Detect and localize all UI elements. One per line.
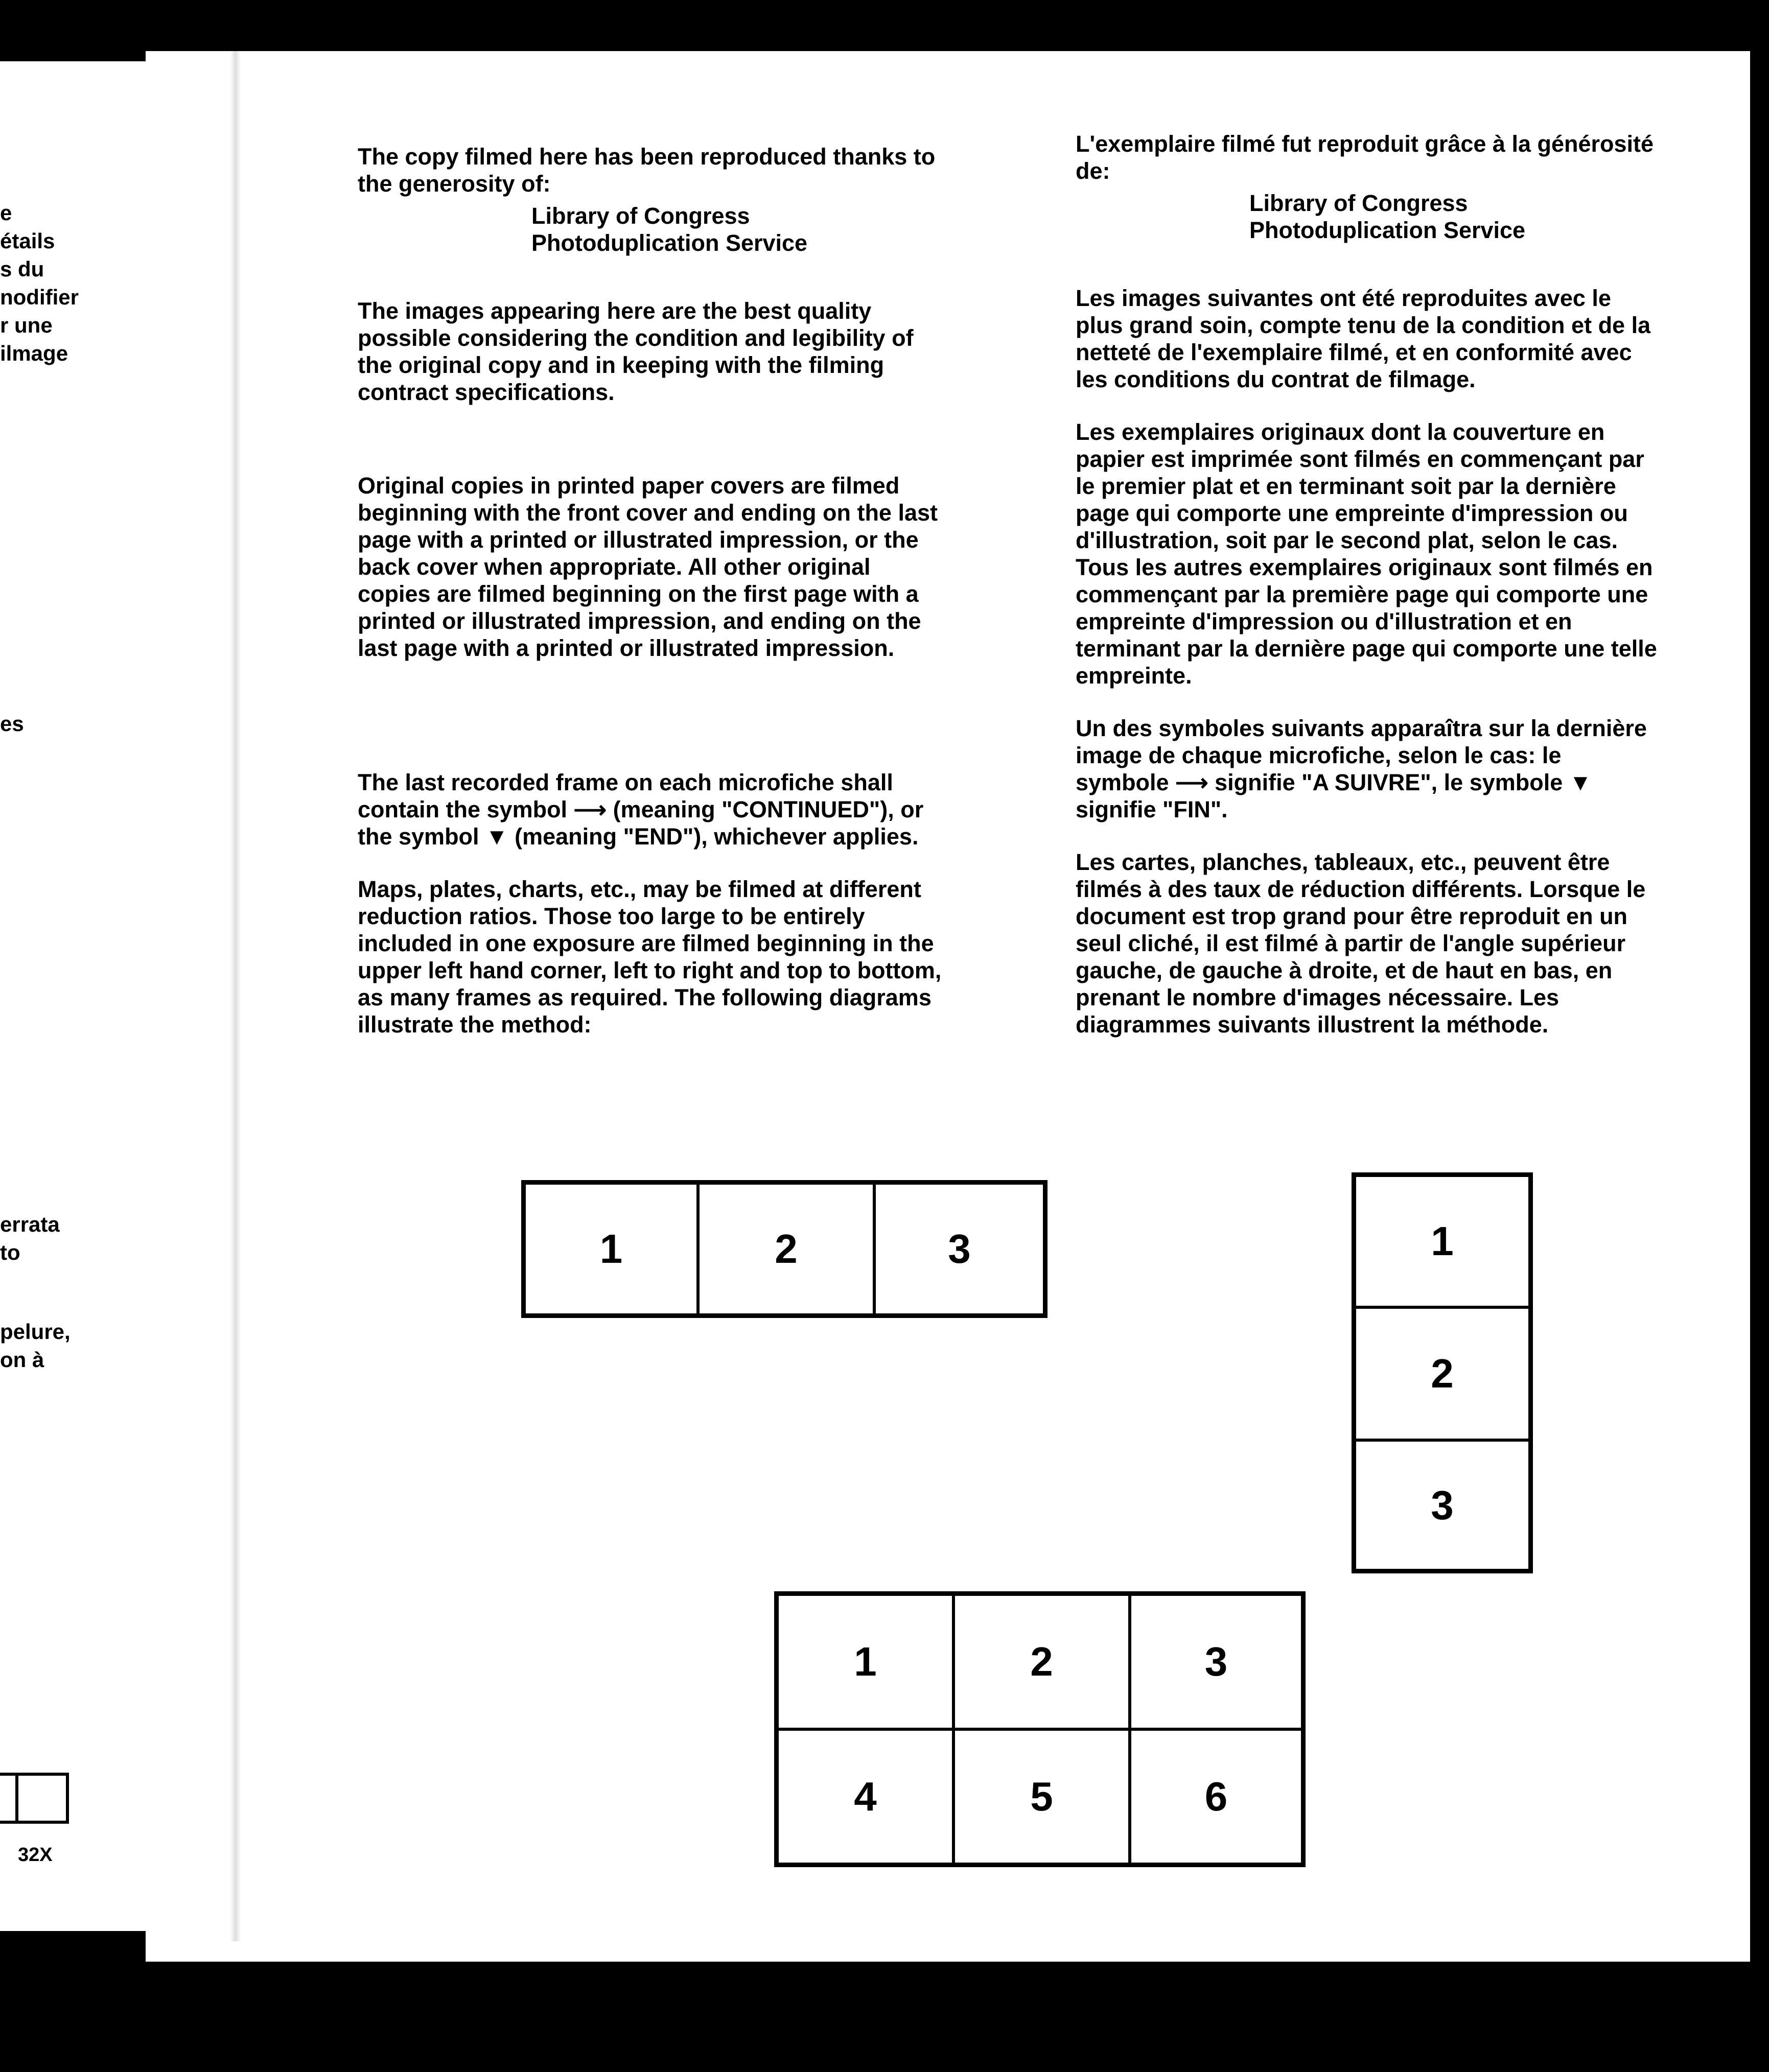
french-library-name: Library of Congress	[1249, 190, 1468, 216]
french-column	[1076, 130, 1658, 1038]
fragment-text: es	[0, 712, 24, 736]
french-paragraph-symbols: Un des symboles suivants apparaîtra sur la dernière image de chaque microfiche, selon le cas: le symbole ⟶ signifie "A SUIVRE", le symbole ▼ signifie "FIN".	[1076, 715, 1647, 822]
scale-label: 32X	[18, 1844, 53, 1866]
film-border	[0, 2008, 1769, 2072]
french-library-service: Photoduplication Service	[1249, 217, 1526, 243]
english-intro: The copy filmed here has been reproduced thanks to the generosity of:	[358, 144, 936, 197]
grid-frame-diagram	[774, 1591, 1306, 1867]
frame-cell: 1	[777, 1594, 953, 1729]
fragment-text: ilmage	[0, 341, 68, 365]
fragment-text: errata	[0, 1212, 60, 1236]
frame-cell: 3	[874, 1183, 1044, 1315]
frame-cell: 5	[953, 1729, 1130, 1864]
french-paragraph-covers: Les exemplaires originaux dont la couverture en papier est imprimée sont filmés en commençant par le premier plat et en terminant soit par la dernière page qui comporte une empreinte d'impression ou d'illustration, soit par le second plat, selon le cas. Tous les autres exemplaires originaux sont filmés en commençant par la première page qui comporte une empreinte d'impression ou d'illustration et en terminant par la dernière page qui comporte une telle empreinte.	[1076, 419, 1657, 689]
horizontal-frame-diagram	[521, 1180, 1048, 1318]
english-paragraph-symbols: The last recorded frame on each microfiche shall contain the symbol ⟶ (meaning "CONTINUED"), or the symbol ▼ (meaning "END"), whichever applies.	[358, 769, 924, 850]
english-library-service: Photoduplication Service	[531, 230, 808, 256]
resolution-target-box	[0, 1773, 69, 1824]
french-paragraph-maps: Les cartes, planches, tableaux, etc., peuvent être filmés à des taux de réduction différents. Lorsque le document est trop grand pour être reproduit en un seul cliché, il est filmé à partir de l'angle supérieur gauche, de gauche à droite, et de haut en bas, en prenant le nombre d'images nécessaire. Les diagrammes suivants illustrent la méthode.	[1076, 849, 1646, 1038]
page-fold	[230, 51, 241, 1941]
fragment-text: e	[0, 201, 12, 225]
fragment-text: étails	[0, 229, 55, 253]
frame-cell: 3	[1130, 1594, 1302, 1729]
frame-cell: 1	[1355, 1175, 1530, 1307]
fragment-text: pelure,	[0, 1320, 71, 1344]
frame-cell: 2	[1355, 1307, 1530, 1440]
vertical-frame-diagram	[1352, 1172, 1533, 1573]
target-cell	[15, 1776, 69, 1821]
frame-cell: 2	[698, 1183, 874, 1315]
frame-cell: 6	[1130, 1729, 1302, 1864]
fragment-text: to	[0, 1240, 20, 1264]
english-library-name: Library of Congress	[531, 203, 750, 229]
english-paragraph-quality: The images appearing here are the best quality possible considering the condition and legibility of the original copy and in keeping with the filming contract specifications.	[358, 298, 914, 405]
adjacent-page-strip	[0, 61, 146, 1931]
english-paragraph-maps: Maps, plates, charts, etc., may be filmed at different reduction ratios. Those too large to be entirely included in one exposure are filmed beginning in the upper left hand corner, left to right and top to bottom, as many frames as required. The following diagrams illustrate the method:	[358, 876, 942, 1038]
french-intro: L'exemplaire filmé fut reproduit grâce à la générosité de:	[1076, 131, 1654, 184]
frame-cell: 2	[953, 1594, 1130, 1729]
french-paragraph-quality: Les images suivantes ont été reproduites avec le plus grand soin, compte tenu de la condition et de la netteté de l'exemplaire filmé, et en conformité avec les conditions du contrat de filmage.	[1076, 285, 1651, 392]
english-column	[358, 143, 945, 1038]
fragment-text: r une	[0, 313, 53, 337]
frame-cell: 4	[777, 1729, 953, 1864]
document-page	[146, 51, 1750, 1962]
frame-cell: 1	[524, 1183, 698, 1315]
fragment-text: nodifier	[0, 285, 79, 309]
english-paragraph-covers: Original copies in printed paper covers are filmed beginning with the front cover and ending on the last page with a printed or illustrated impression, or the back cover when appropriate. All other original copies are filmed beginning on the first page with a printed or illustrated impression, and ending on the last page with a printed or illustrated impression.	[358, 473, 938, 661]
fragment-text: s du	[0, 257, 44, 281]
frame-cell: 3	[1355, 1440, 1530, 1570]
fragment-text: on à	[0, 1348, 44, 1372]
